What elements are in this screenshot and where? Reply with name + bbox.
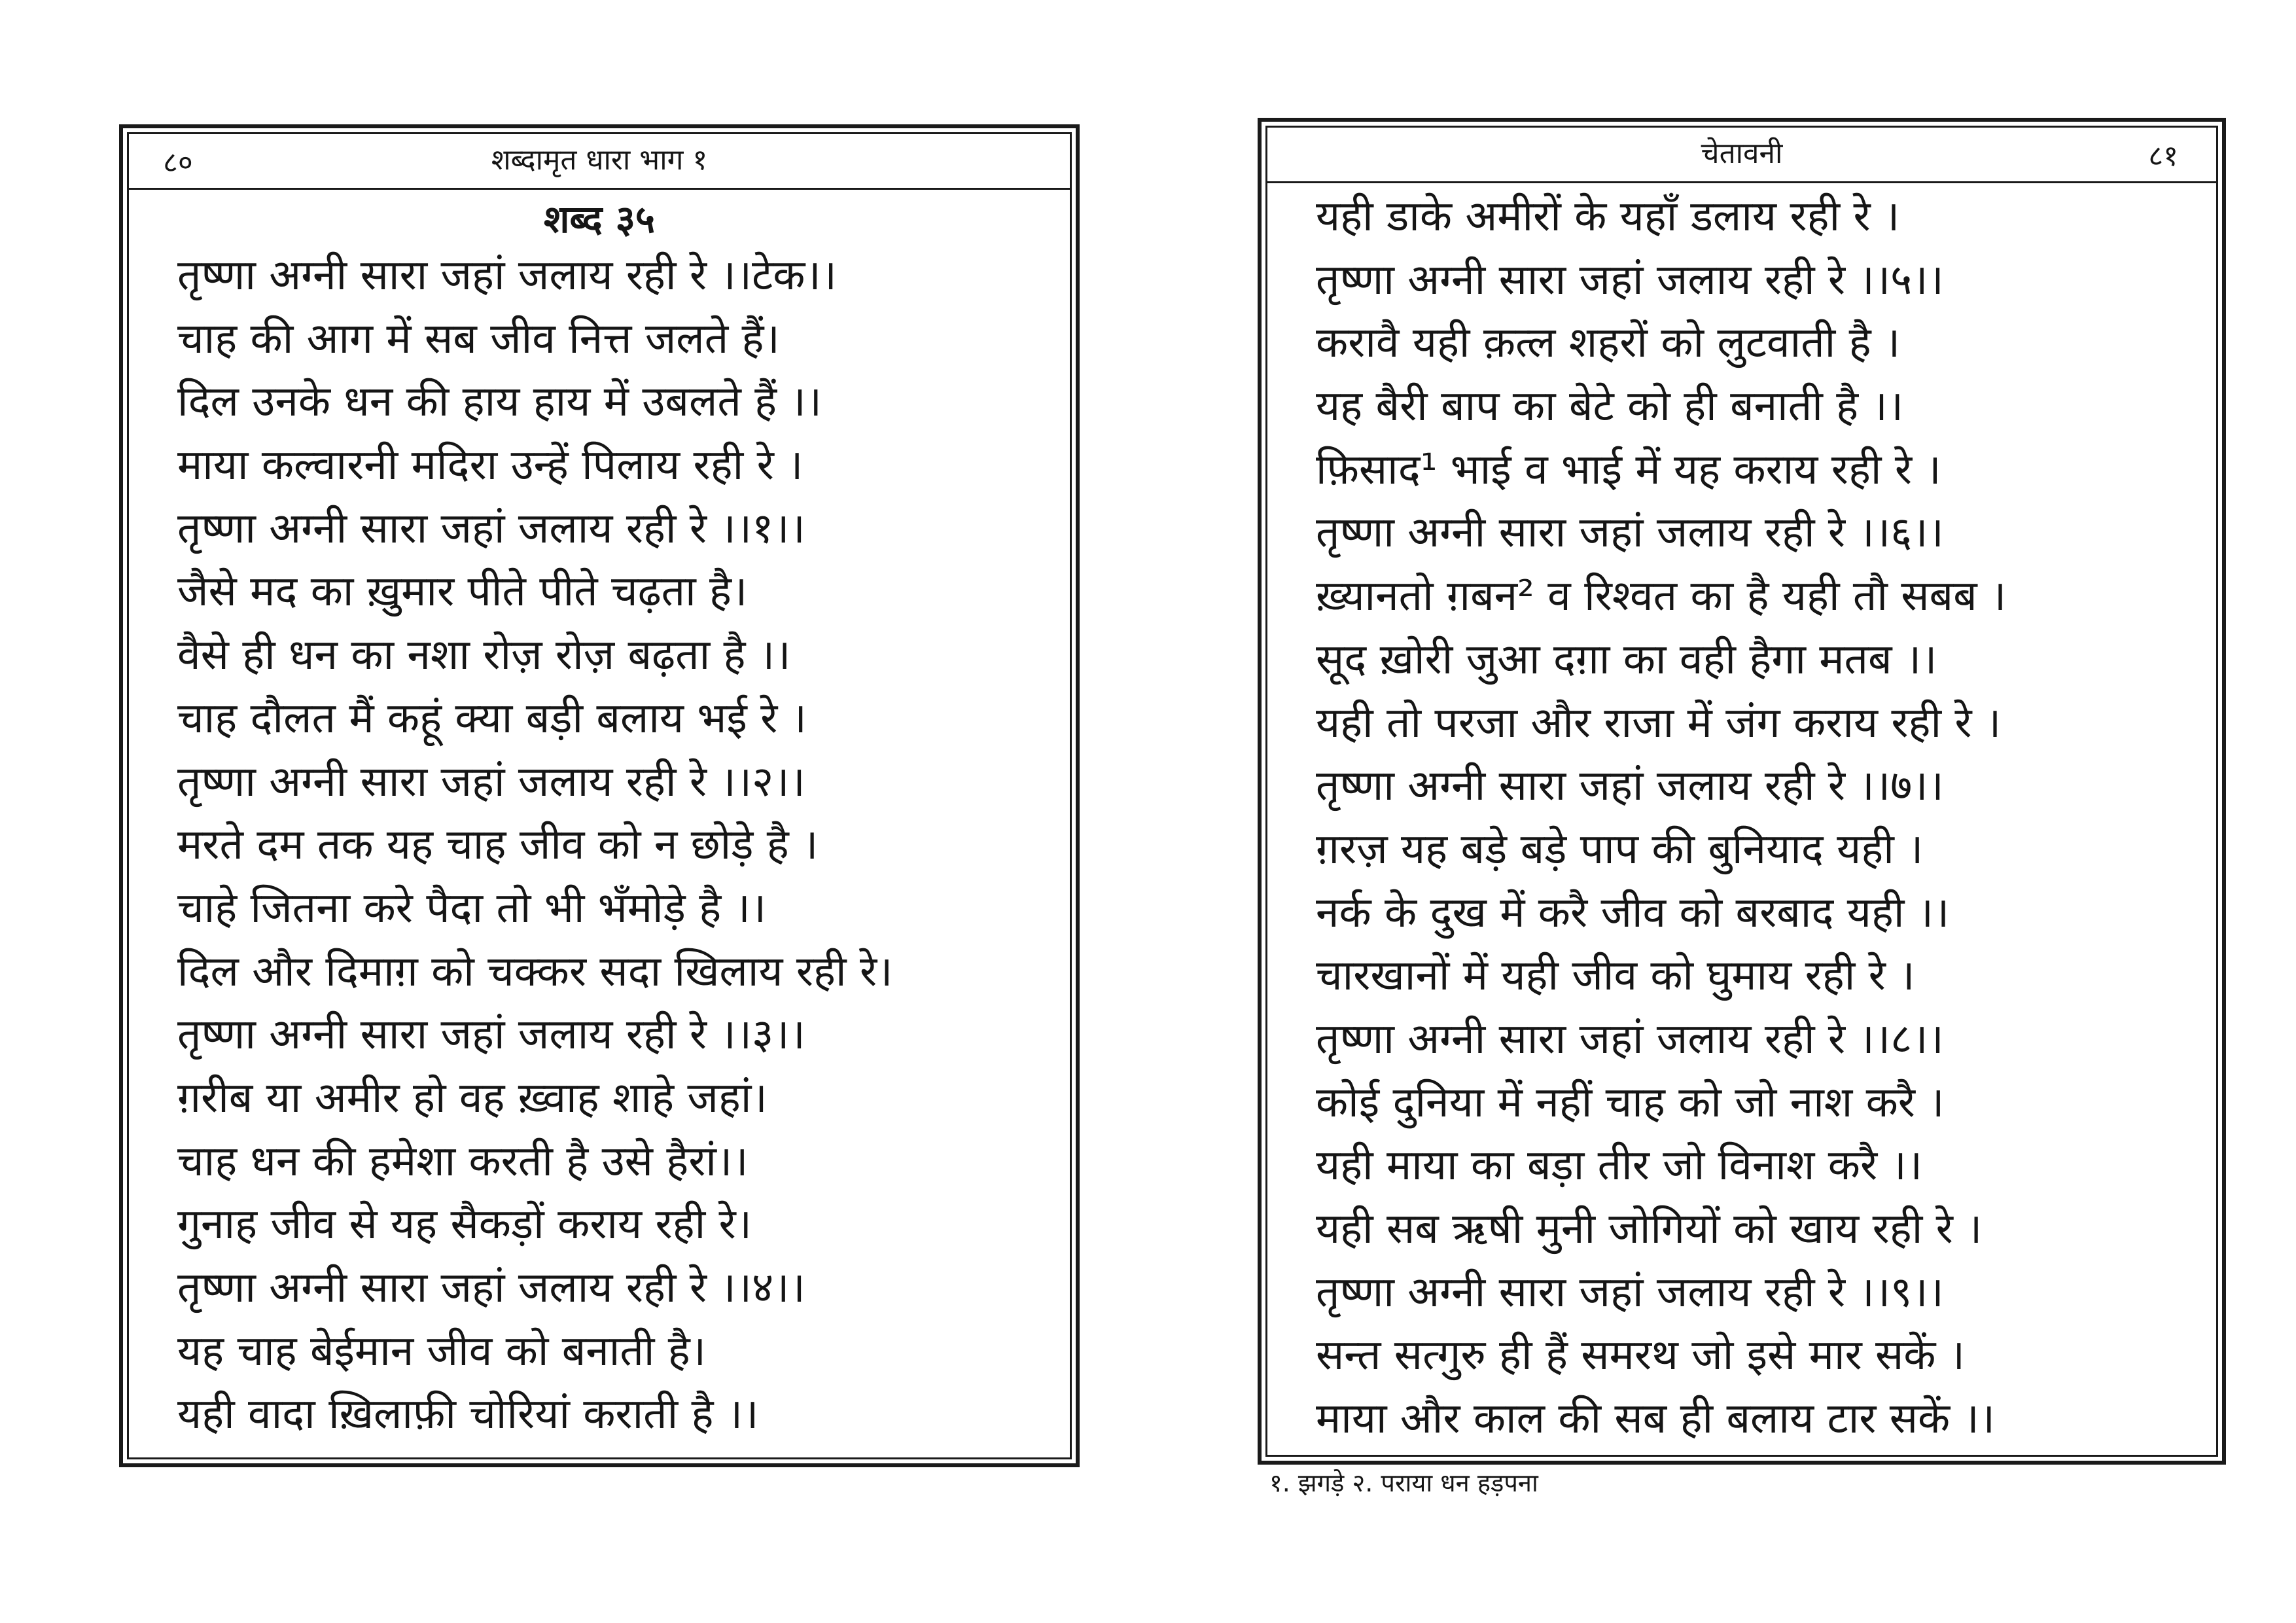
verse-line: ग़रज़ यह बड़े बड़े पाप की बुनियाद यही । — [1316, 825, 1924, 874]
verse-line: ख़्यानतो ग़बन² व रिश्वत का है यही तौ सबब । — [1316, 572, 2007, 621]
left-page — [119, 124, 1080, 1467]
right-page — [1258, 118, 2226, 1465]
left-page-body — [177, 194, 1044, 1446]
verse-line: माया कल्वारनी मदिरा उन्हें पिलाय रही रे । — [177, 441, 804, 490]
verse-line: यही माया का बड़ा तीर जो विनाश करै ।। — [1316, 1141, 1922, 1190]
right-header-title: चेतावनी — [1701, 137, 1783, 170]
left-header-title: शब्दामृत धारा भाग १ — [491, 143, 708, 177]
right-page-number: ८१ — [2148, 139, 2178, 173]
verse-line: तृष्णा अग्नी सारा जहां जलाय रही रे ।।७।। — [1316, 762, 1944, 811]
right-page-body — [1316, 185, 2190, 1451]
verse-line: तृष्णा अग्नी सारा जहां जलाय रही रे ।।टेक।। — [177, 251, 837, 300]
verse-line: तृष्णा अग्नी सारा जहां जलाय रही रे ।।४।। — [177, 1264, 805, 1312]
verse-line: तृष्णा अग्नी सारा जहां जलाय रही रे ।।९।। — [1316, 1268, 1944, 1317]
verse-line: करावै यही क़त्ल शहरों को लुटवाती है । — [1316, 319, 1901, 368]
shabd-title: शब्द ३५ — [544, 197, 656, 241]
verse-line: यही सब ऋषी मुनी जोगियों को खाय रही रे । — [1316, 1205, 1983, 1253]
verse-line: सन्त सत्गुरु ही हैं समरथ जो इसे मार सकें । — [1316, 1331, 1966, 1380]
right-page-frame — [1265, 126, 2218, 1457]
verse-line: तृष्णा अग्नी सारा जहां जलाय रही रे ।।५।। — [1316, 255, 1944, 304]
footnote: १. झगड़े २. पराया धन हड़पना — [1269, 1469, 1538, 1497]
verse-line: तृष्णा अग्नी सारा जहां जलाय रही रे ।।८।। — [1316, 1014, 1944, 1063]
verse-line: चाह धन की हमेशा करती है उसे हैरां।। — [177, 1137, 749, 1186]
verse-line: कोई दुनिया में नहीं चाह को जो नाश करै । — [1316, 1078, 1945, 1127]
verse-line: दिल उनके धन की हाय हाय में उबलते हैं ।। — [177, 378, 822, 427]
verse-line: तृष्णा अग्नी सारा जहां जलाय रही रे ।।१।। — [177, 504, 805, 553]
verse-line: चाह दौलत मैं कहूं क्या बड़ी बलाय भई रे । — [177, 694, 807, 743]
right-page-header — [1267, 128, 2216, 183]
verse-line: सूद ख़ोरी जुआ दग़ा का वही हैगा मतब ।। — [1316, 635, 1937, 684]
verse-line: फ़िसाद¹ भाई व भाई में यह कराय रही रे । — [1316, 445, 1941, 494]
verse-line: जैसे मद का ख़ुमार पीते पीते चढ़ता है। — [177, 567, 748, 616]
verse-line: वैसे ही धन का नशा रोज़ रोज़ बढ़ता है ।। — [177, 631, 791, 680]
verse-line: यह बैरी बाप का बेटे को ही बनाती है ।। — [1316, 382, 1903, 431]
verse-line: यही तो परजा और राजा में जंग कराय रही रे । — [1316, 698, 2002, 747]
verse-line: चारखानों में यही जीव को घुमाय रही रे । — [1316, 952, 1915, 1001]
right-verse-list — [1316, 185, 2190, 1451]
verse-line: यही डाके अमीरों के यहाँ डलाय रही रे । — [1316, 192, 1900, 241]
verse-line: चाहे जितना करे पैदा तो भी भँमोड़े है ।। — [177, 883, 767, 933]
verse-line: तृष्णा अग्नी सारा जहां जलाय रही रे ।।२।। — [177, 757, 805, 806]
verse-line: गुनाह जीव से यह सैकड़ों कराय रही रे। — [177, 1200, 752, 1249]
verse-line: तृष्णा अग्नी सारा जहां जलाय रही रे ।।६।। — [1316, 508, 1944, 558]
left-page-frame — [127, 132, 1072, 1459]
verse-line: तृष्णा अग्नी सारा जहां जलाय रही रे ।।३।। — [177, 1010, 805, 1060]
verse-line: नर्क के दुख में करै जीव को बरबाद यही ।। — [1316, 888, 1950, 937]
verse-line: चाह की आग में सब जीव नित्त जलते हैं। — [177, 314, 780, 363]
left-page-header — [129, 134, 1070, 190]
verse-line: यह चाह बेईमान जीव को बनाती है। — [177, 1327, 707, 1376]
verse-line: यही वादा ख़िलाफ़ी चोरियां कराती है ।। — [177, 1390, 759, 1439]
verse-line: मरते दम तक यह चाह जीव को न छोड़े है । — [177, 821, 819, 870]
verse-line: ग़रीब या अमीर हो वह ख़्वाह शाहे जहां। — [177, 1073, 768, 1122]
verse-line: दिल और दिमाग़ को चक्कर सदा खिलाय रही रे। — [177, 947, 893, 996]
left-verse-list — [177, 244, 1044, 1446]
left-page-number: ८० — [163, 146, 193, 179]
verse-line: माया और काल की सब ही बलाय टार सकें ।। — [1316, 1395, 1996, 1444]
